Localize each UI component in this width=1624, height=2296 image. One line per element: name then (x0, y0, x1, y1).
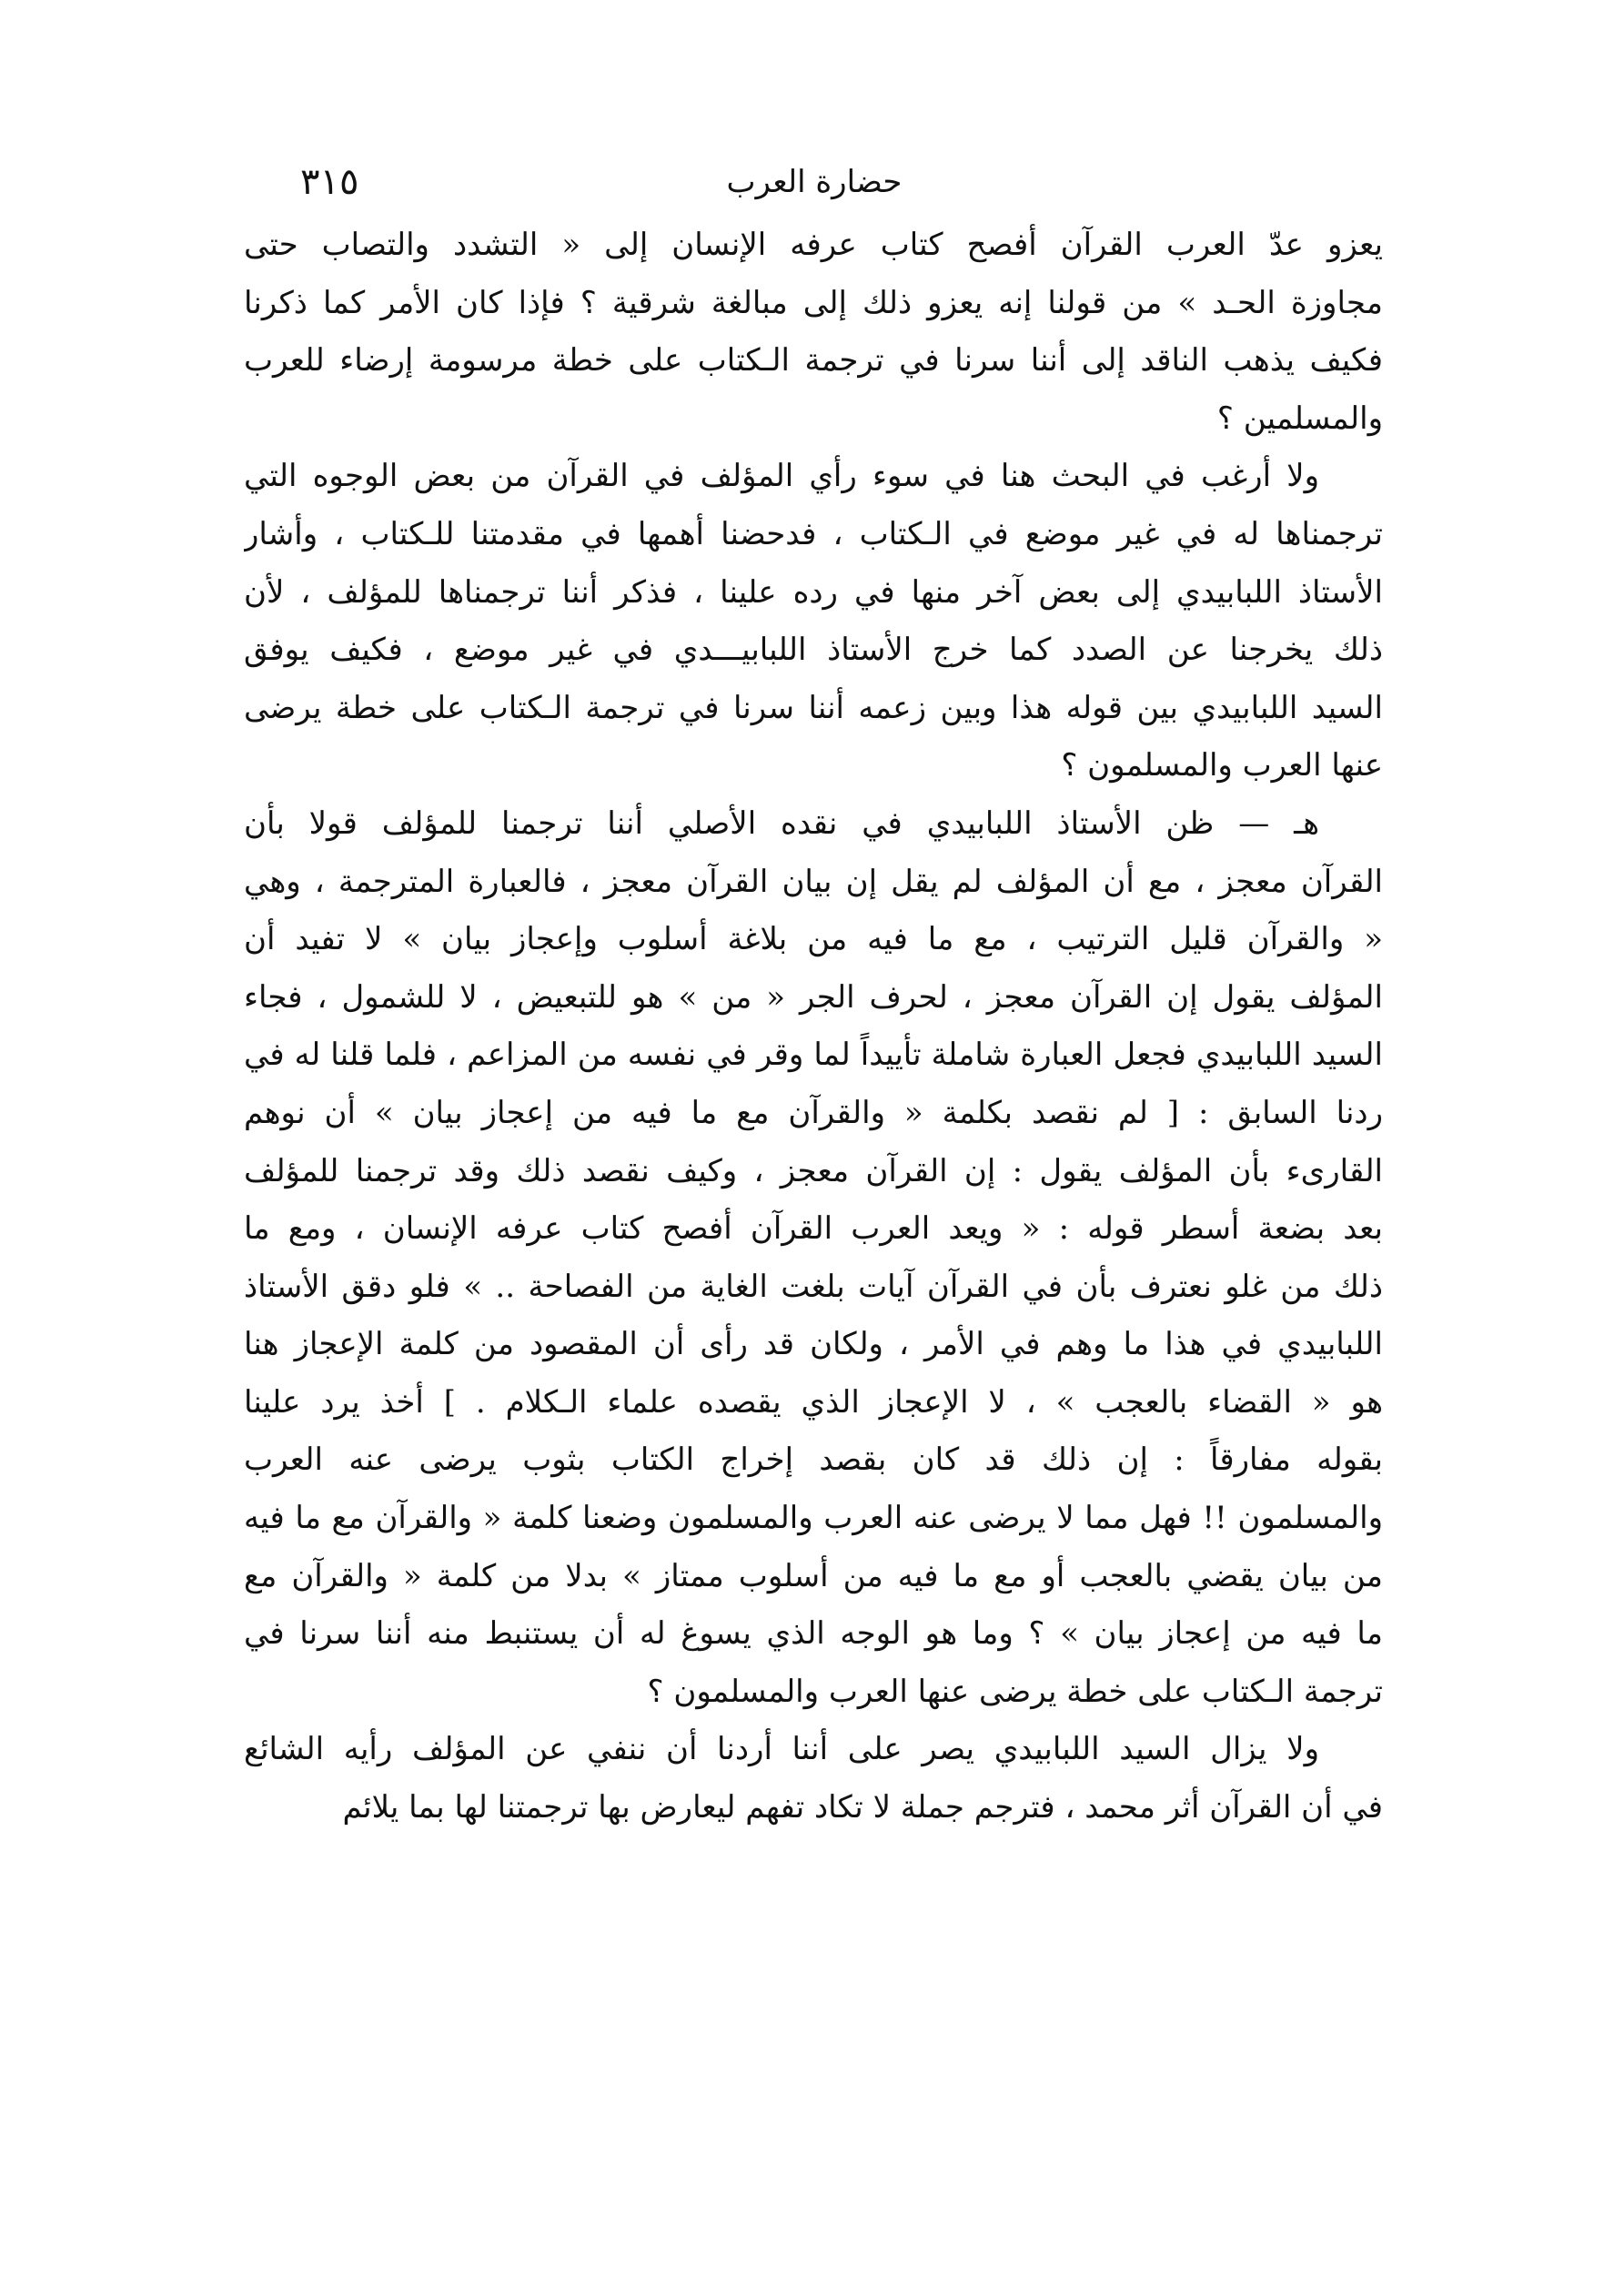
text-line: ذلك من غلو نعترف بأن في القرآن آيات بلغت الغاية من الفصاحة .. » فلو دقق الأستاذ (244, 1268, 1383, 1305)
text-line: مجاوزة الحـد » من قولنا إنه يعزو ذلك إلى مبالغة شرقية ؟ فإذا كان الأمر كما ذكرنا (244, 284, 1383, 321)
text-line: والمسلمين ؟ (1216, 400, 1383, 437)
text-line: السيد اللبابيدي بين قوله هذا وبين زعمه أننا سرنا في ترجمة الـكتاب على خطة يرضى (244, 689, 1383, 726)
text-line: يعزو عدّ العرب القرآن أفصح كتاب عرفه الإنسان إلى « التشدد والتصاب حتى (244, 227, 1383, 263)
paragraph (244, 1721, 1383, 1836)
text-line: ولا أرغب في البحث هنا في سوء رأي المؤلف في القرآن من بعض الوجوه التي (244, 458, 1319, 495)
text-line: ترجمة الـكتاب على خطة يرضى عنها العرب والمسلمون ؟ (647, 1673, 1383, 1710)
text-line: السيد اللبابيدي فجعل العبارة شاملة تأييداً لما وقر في نفسه من المزاعم ، فلما قلنا له في (244, 1037, 1383, 1074)
text-line: من بيان يقضي بالعجب أو مع ما فيه من أسلوب ممتاز » بدلا من كلمة « والقرآن مع (244, 1557, 1383, 1594)
paragraph (244, 795, 1383, 1722)
text-line: فكيف يذهب الناقد إلى أننا سرنا في ترجمة الـكتاب على خطة مرسومة إرضاء للعرب (244, 342, 1383, 379)
text-line: ولا يزال السيد اللبابيدي يصر على أننا أردنا أن ننفي عن المؤلف رأيه الشائع (244, 1731, 1319, 1768)
text-line: « والقرآن قليل الترتيب ، مع ما فيه من بلاغة أسلوب وإعجاز بيان » لا تفيد أن (244, 921, 1383, 958)
paragraph (244, 217, 1383, 448)
text-line: ترجمناها له في غير موضع في الـكتاب ، فدحضنا أهمها في مقدمتنا للـكتاب ، وأشار (244, 515, 1383, 552)
text-line: بقوله مفارقاً : إن ذلك قد كان بقصد إخراج الكتاب بثوب يرضى عنه العرب (244, 1441, 1383, 1479)
text-line: القرآن معجز ، مع أن المؤلف لم يقل إن بيان القرآن معجز ، فالعبارة المترجمة ، وهي (244, 863, 1383, 900)
running-title: حضارة العرب (726, 164, 903, 200)
page-number: ٣١٥ (300, 161, 359, 203)
page-header (246, 150, 1383, 214)
text-line: بعد بضعة أسطر قوله : « ويعد العرب القرآن أفصح كتاب عرفه الإنسان ، ومع ما (244, 1210, 1383, 1248)
text-line: المؤلف يقول إن القرآن معجز ، لحرف الجر « من » هو للتبعيض ، لا للشمول ، فجاء (244, 978, 1383, 1016)
text-line: عنها العرب والمسلمون ؟ (1061, 747, 1383, 784)
text-line: ذلك يخرجنا عن الصدد كما خرج الأستاذ اللبابيـــدي في غير موضع ، فكيف يوفق (244, 632, 1383, 669)
text-line: والمسلمون !! فهل مما لا يرضى عنه العرب والمسلمون وضعنا كلمة « والقرآن مع ما فيه (244, 1500, 1383, 1537)
text-line: هـ — ظن الأستاذ اللبابيدي في نقده الأصلي أننا ترجمنا للمؤلف قولا بأن (244, 804, 1319, 842)
body-text (244, 217, 1383, 1837)
text-line: اللبابيدي في هذا ما وهم في الأمر ، ولكان قد رأى أن المقصود من كلمة الإعجاز هنا (244, 1326, 1383, 1363)
text-line: القارىء بأن المؤلف يقول : إن القرآن معجز ، وكيف نقصد ذلك وقد ترجمنا للمؤلف (244, 1152, 1383, 1189)
text-line: ما فيه من إعجاز بيان » ؟ وما هو الوجه الذي يسوغ له أن يستنبط منه أننا سرنا في (244, 1615, 1383, 1653)
text-line: ردنا السابق : [ لم نقصد بكلمة « والقرآن مع ما فيه من إعجاز بيان » أن نوهم (244, 1094, 1383, 1131)
text-line: هو « القضاء بالعجب » ، لا الإعجاز الذي يقصده علماء الـكلام . ] أخذ يرد علينا (244, 1383, 1383, 1421)
text-line: الأستاذ اللبابيدي إلى بعض آخر منها في رده علينا ، فذكر أننا ترجمناها للمؤلف ، لأن (244, 573, 1383, 611)
text-line: في أن القرآن أثر محمد ، فترجم جملة لا تكاد تفهم ليعارض بها ترجمتنا لها بما يلائم (342, 1789, 1383, 1826)
paragraph (244, 448, 1383, 795)
